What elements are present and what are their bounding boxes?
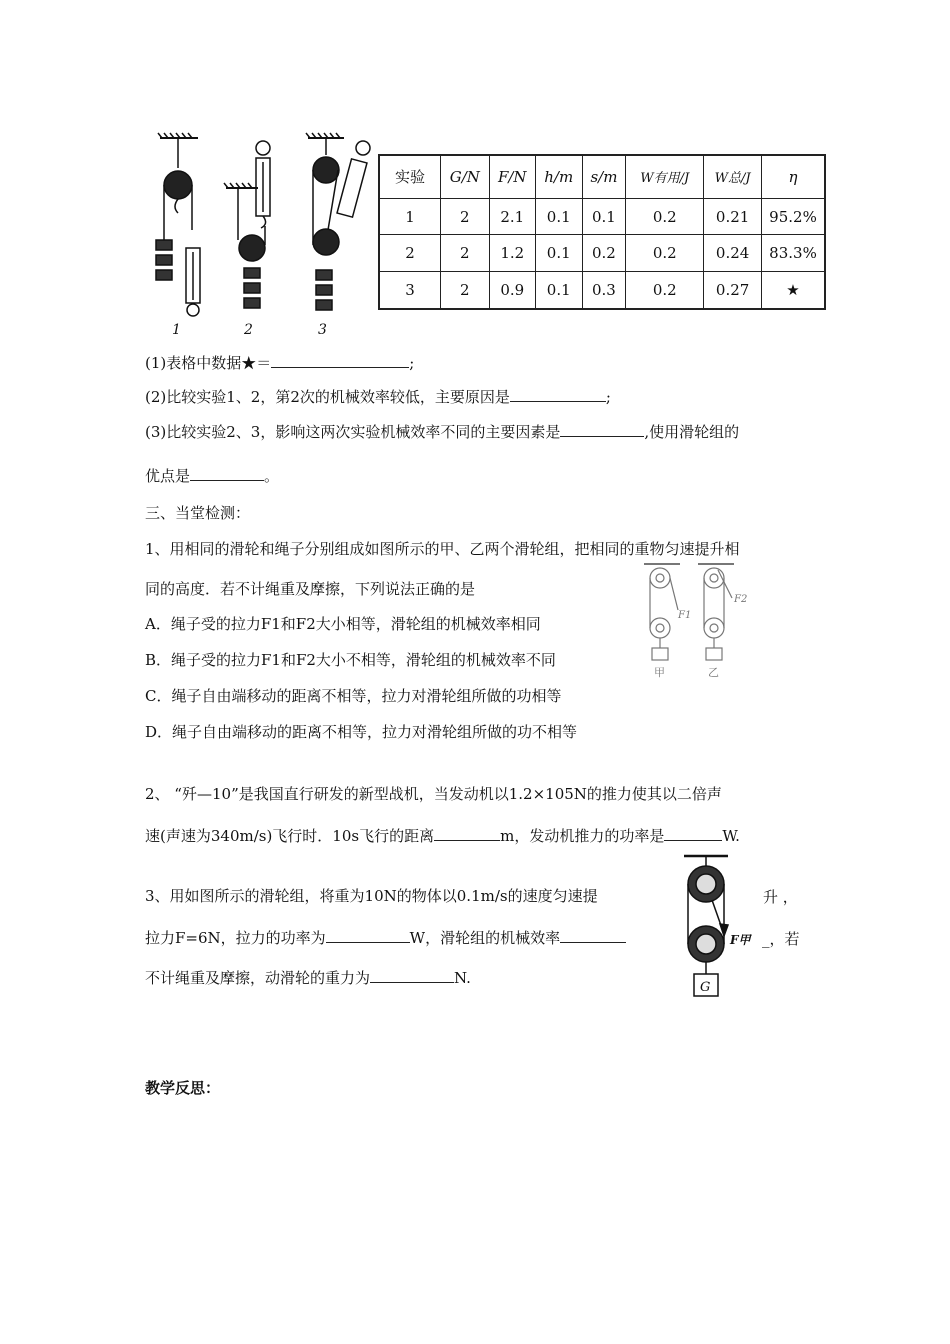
table-cell: 0.1: [582, 198, 626, 235]
answer-blank[interactable]: [326, 928, 410, 943]
table-cell: 0.2: [626, 271, 704, 309]
answer-blank[interactable]: [434, 826, 500, 841]
label-f1: F1: [678, 610, 692, 621]
label-f-jia: F甲: [730, 933, 751, 947]
table-cell: 83.3%: [762, 235, 826, 272]
problem-1-line-2: 同的高度．若不计绳重及摩擦，下列说法正确的是: [145, 580, 476, 598]
table-cell: 95.2%: [762, 198, 826, 235]
star-cell: ★: [762, 271, 826, 309]
label-yi: 乙: [708, 666, 719, 679]
problem-3-text-b: 升 ，: [763, 888, 798, 906]
answer-blank[interactable]: [271, 353, 409, 368]
problem-2-text-b: m，发动机推力的功率是: [500, 827, 665, 845]
table-cell: 0.1: [535, 271, 582, 309]
question-3-cont: [145, 466, 279, 486]
question-2: [145, 387, 611, 407]
table-cell: 0.27: [704, 271, 762, 309]
figure-label-3: 3: [318, 322, 327, 338]
header-cell: η: [762, 155, 826, 198]
question-3-text-b: ,使用滑轮组的: [644, 423, 740, 441]
question-1-text: (1)表格中数据★＝: [145, 354, 272, 372]
table-cell: 0.2: [626, 198, 704, 235]
table-row: [379, 198, 825, 235]
figure-label-2: 2: [244, 322, 253, 338]
question-3-text-c: 优点是: [145, 467, 191, 485]
table-cell: 0.1: [535, 235, 582, 272]
teaching-reflection: 教学反思：: [145, 1079, 221, 1097]
option-b: B．绳子受的拉力F1和F2大小不相等，滑轮组的机械效率不同: [145, 651, 556, 669]
table-cell: 3: [379, 271, 441, 309]
table-cell: 1.2: [489, 235, 535, 272]
table-cell: 0.9: [489, 271, 535, 309]
table-cell: 2: [441, 235, 490, 272]
question-3-end: 。: [264, 467, 280, 485]
header-cell: G/N: [441, 155, 490, 198]
experiment-table: [378, 154, 826, 310]
question-3: [145, 422, 739, 442]
label-g: G: [700, 980, 711, 995]
pulley-experiment-figure: [148, 130, 376, 345]
problem-2-line-1: 2、 “歼—10”是我国直行研发的新型战机，当发动机以1.2×105N的推力使其以二倍声: [145, 785, 722, 803]
question-2-end: ;: [605, 388, 611, 406]
question-2-text: (2)比较实验1、2，第2次的机械效率较低，主要原因是: [145, 388, 510, 406]
problem-2-text-a: 速(声速为340m/s)飞行时．10s飞行的距离: [145, 827, 435, 845]
table-cell: 0.21: [704, 198, 762, 235]
pulley-figure-jia-yi: [640, 558, 760, 680]
question-3-text-a: (3)比较实验2、3，影响这两次实验机械效率不同的主要因素是: [145, 423, 561, 441]
question-1-end: ;: [409, 354, 415, 372]
table-cell: 0.2: [626, 235, 704, 272]
table-cell: 0.24: [704, 235, 762, 272]
problem-3-text-c: 拉力F=6N，拉力的功率为: [145, 929, 326, 947]
table-row: [379, 235, 825, 272]
header-cell: F/N: [489, 155, 535, 198]
table-cell: 1: [379, 198, 441, 235]
option-a: A．绳子受的拉力F1和F2大小相等，滑轮组的机械效率相同: [145, 615, 541, 633]
answer-blank[interactable]: [560, 928, 626, 943]
table-cell: 2.1: [489, 198, 535, 235]
problem-3-line-1: [145, 886, 598, 906]
answer-blank[interactable]: [370, 968, 454, 983]
table-cell: 2: [379, 235, 441, 272]
problem-3-text-d: W，滑轮组的机械效率: [409, 929, 561, 947]
problem-3-text-a: 3、用如图所示的滑轮组，将重为10N的物体以0.1m/s的速度匀速提: [145, 887, 598, 905]
problem-3-text-g: N.: [454, 969, 471, 987]
table-cell: 0.1: [535, 198, 582, 235]
option-c: C．绳子自由端移动的距离不相等，拉力对滑轮组所做的功相等: [145, 687, 562, 705]
problem-3-line-3: [145, 968, 471, 988]
pulley-figure-problem-3: [676, 852, 762, 1002]
table-cell: 2: [441, 198, 490, 235]
problem-3-text-f: 不计绳重及摩擦，动滑轮的重力为: [145, 969, 371, 987]
table-row: [379, 271, 825, 309]
header-cell: 实验: [379, 155, 441, 198]
section-title: 三、当堂检测：: [145, 504, 251, 522]
header-cell: h/m: [535, 155, 582, 198]
answer-blank[interactable]: [510, 387, 606, 402]
header-cell: W总/J: [704, 155, 762, 198]
table-header-row: [379, 155, 825, 198]
answer-blank[interactable]: [664, 826, 722, 841]
answer-blank[interactable]: [560, 422, 644, 437]
table-cell: 2: [441, 271, 490, 309]
answer-blank[interactable]: [190, 466, 264, 481]
table-cell: 0.3: [582, 271, 626, 309]
problem-2-line-2: [145, 826, 740, 846]
option-d: D．绳子自由端移动的距离不相等，拉力对滑轮组所做的功不相等: [145, 723, 578, 741]
table-cell: 0.2: [582, 235, 626, 272]
label-f2: F2: [734, 594, 748, 605]
header-cell: s/m: [582, 155, 626, 198]
problem-3-text-e: _，若: [762, 930, 800, 948]
problem-1-line-1: 1、用相同的滑轮和绳子分别组成如图所示的甲、乙两个滑轮组，把相同的重物匀速提升相: [145, 540, 740, 558]
question-1: [145, 353, 414, 373]
figure-label-1: 1: [172, 322, 181, 338]
label-jia: 甲: [654, 666, 665, 679]
problem-3-line-2: [145, 928, 626, 948]
header-cell: W有用/J: [626, 155, 704, 198]
problem-2-text-c: W.: [722, 827, 740, 845]
